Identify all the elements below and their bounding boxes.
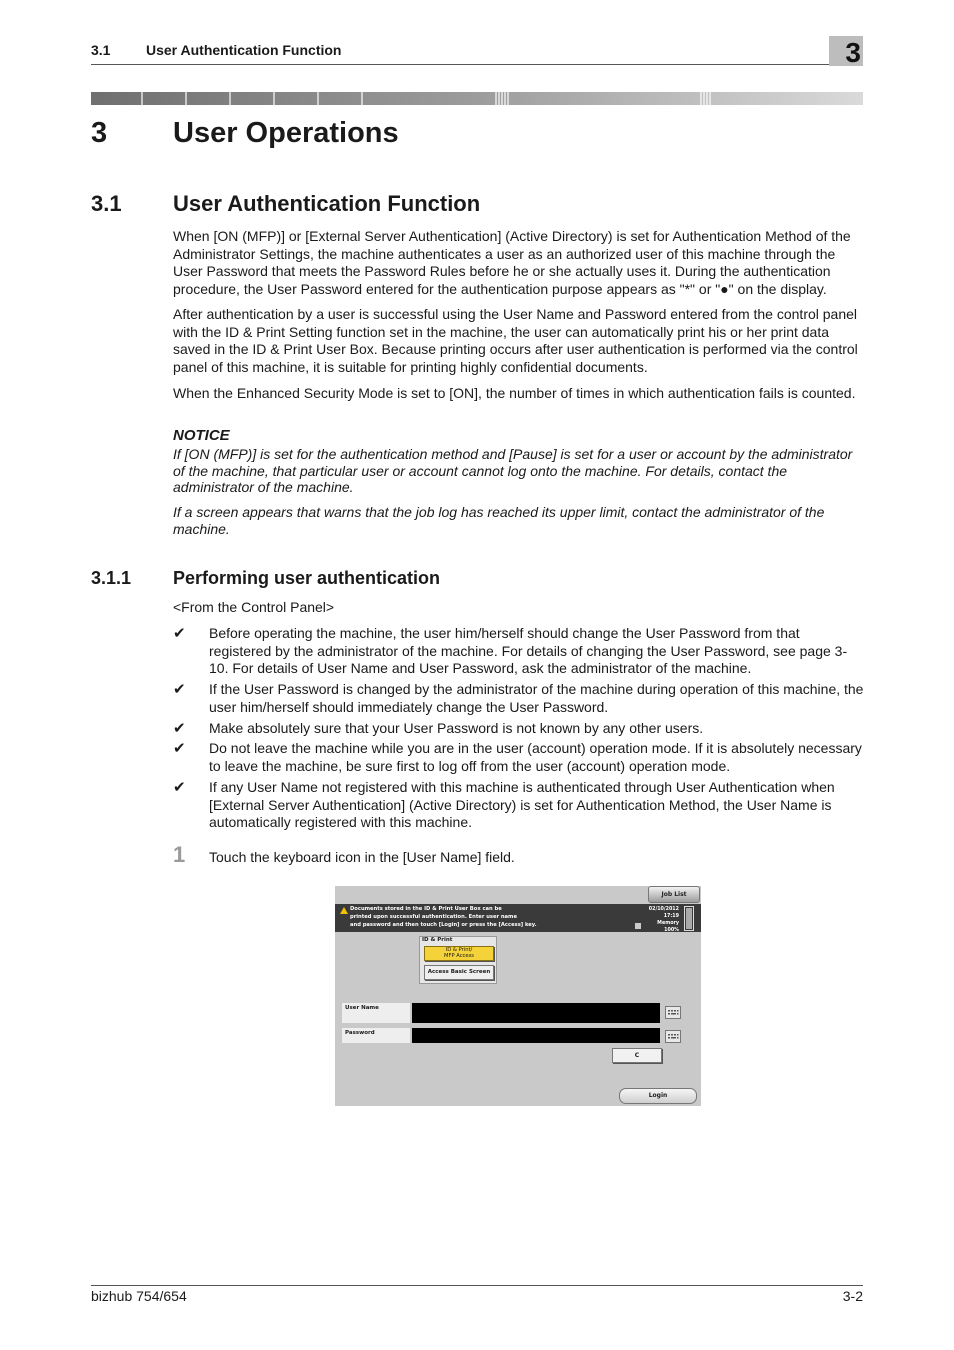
job-list-button[interactable]: Job List — [648, 886, 700, 903]
message-line: printed upon successful authentication. Enter user name — [350, 913, 517, 920]
user-name-field[interactable] — [412, 1003, 660, 1023]
lock-icon — [635, 923, 641, 929]
footer-rule — [91, 1285, 863, 1286]
login-button[interactable]: Login — [619, 1088, 697, 1104]
checklist-item: Do not leave the machine while you are in the user (account) operation mode. If it is absolutely necessary to leave the machine, be sure first to log off from the user (account) operation mode. — [209, 740, 862, 774]
decorative-band — [91, 92, 863, 105]
step-number: 1 — [173, 842, 186, 867]
header-section-number: 3.1 — [91, 42, 111, 58]
section-title: User Authentication Function — [173, 191, 481, 216]
notice-heading: NOTICE — [173, 427, 230, 444]
memory-label: Memory — [657, 921, 679, 926]
date-text: 02/10/2012 — [648, 907, 679, 912]
chapter-number: 3 — [91, 117, 108, 149]
memory-gauge — [684, 906, 694, 931]
memory-value: 100% — [664, 928, 679, 933]
body-paragraph: When [ON (MFP)] or [External Server Authentication] (Active Directory) is set for Authentication Method of the Administrator Settings, the machine authenticates a user as an authorized user of this machine through the User Password that meets the Password Rules before he or she actually uses it. During the authentication procedure, the User Password entered for the authentication purpose appears as "*" or "●" on the display. — [173, 228, 851, 297]
control-panel-screenshot — [335, 886, 701, 1106]
keyboard-icon[interactable] — [665, 1006, 681, 1019]
body-paragraph: After authentication by a user is successful using the User Name and Password entered from the control panel with the ID & Print Setting function set in the machine, the user can automatically print his or her print data saved in the ID & Print User Box. Because printing occurs after user authentication is performed via the control panel of this machine, it is suitable for printing highly confidential documents. — [173, 306, 858, 375]
check-mark-icon: ✔ — [173, 740, 186, 757]
time-text: 17:19 — [663, 914, 679, 919]
user-name-label: User Name — [342, 1003, 410, 1023]
chapter-badge — [829, 36, 863, 66]
keyboard-icon[interactable] — [665, 1030, 681, 1043]
subsection-title: Performing user authentication — [173, 568, 441, 588]
button-label-line: ID & Print/ — [445, 947, 473, 953]
id-print-mfp-access-button[interactable] — [424, 946, 494, 961]
header-section-title: User Authentication Function — [146, 42, 342, 58]
subsection-intro: <From the Control Panel> — [173, 599, 335, 615]
message-bar — [335, 904, 701, 932]
message-text — [350, 906, 630, 929]
checklist-item: If the User Password is changed by the administrator of the machine during operation of this machine, the user him/herself should immediately change the User Password. — [209, 681, 864, 715]
footer-model: bizhub 754/654 — [91, 1288, 187, 1304]
id-print-title: ID & Print — [422, 937, 453, 943]
password-label: Password — [342, 1028, 410, 1043]
notice-text: If a screen appears that warns that the job log has reached its upper limit, contact the administrator of the machine. — [173, 504, 825, 537]
step-text: Touch the keyboard icon in the [User Name] field. — [209, 849, 515, 865]
message-line: Documents stored in the ID & Print User Box can be — [350, 906, 502, 912]
checklist-item: Make absolutely sure that your User Password is not known by any other users. — [209, 720, 704, 736]
check-mark-icon: ✔ — [173, 779, 186, 796]
access-basic-screen-button[interactable]: Access Basic Screen — [424, 965, 494, 980]
memory-gauge-fill — [686, 908, 692, 929]
header-rule — [91, 64, 863, 65]
subsection-number: 3.1.1 — [91, 568, 132, 588]
section-number: 3.1 — [91, 191, 122, 216]
page-number: 3-2 — [842, 1288, 863, 1304]
checklist-item: If any User Name not registered with this machine is authenticated through User Authentication when [External Server Authentication] (Active Directory) is set for Authentication Method, the User Name is automatically registered with this machine. — [209, 779, 835, 830]
check-mark-icon: ✔ — [173, 720, 186, 737]
status-readout — [647, 906, 679, 934]
id-print-group — [419, 936, 497, 984]
notice-text: If [ON (MFP)] is set for the authentication method and [Pause] is set for a user or account by the administrator of the machine, that particular user or account cannot log onto the machine. For details, contact the administrator of the machine. — [173, 446, 853, 495]
checklist-item: Before operating the machine, the user him/herself should change the User Password from that registered by the administrator of the machine. For details of changing the User Password, see page 3-10. For details of User Name and User Password, ask the administrator of the machine. — [209, 625, 848, 676]
chapter-title: User Operations — [173, 117, 399, 149]
clear-button[interactable]: C — [612, 1048, 662, 1063]
check-mark-icon: ✔ — [173, 681, 186, 698]
body-paragraph: When the Enhanced Security Mode is set to [ON], the number of times in which authentication fails is counted. — [173, 385, 856, 401]
check-mark-icon: ✔ — [173, 625, 186, 642]
message-line: and password and then touch [Login] or press the [Access] key. — [350, 921, 537, 928]
warning-icon — [340, 907, 348, 914]
password-field[interactable] — [412, 1028, 660, 1043]
chapter-badge-number: 3 — [845, 37, 861, 68]
button-label-line: MFP Access — [444, 953, 474, 959]
